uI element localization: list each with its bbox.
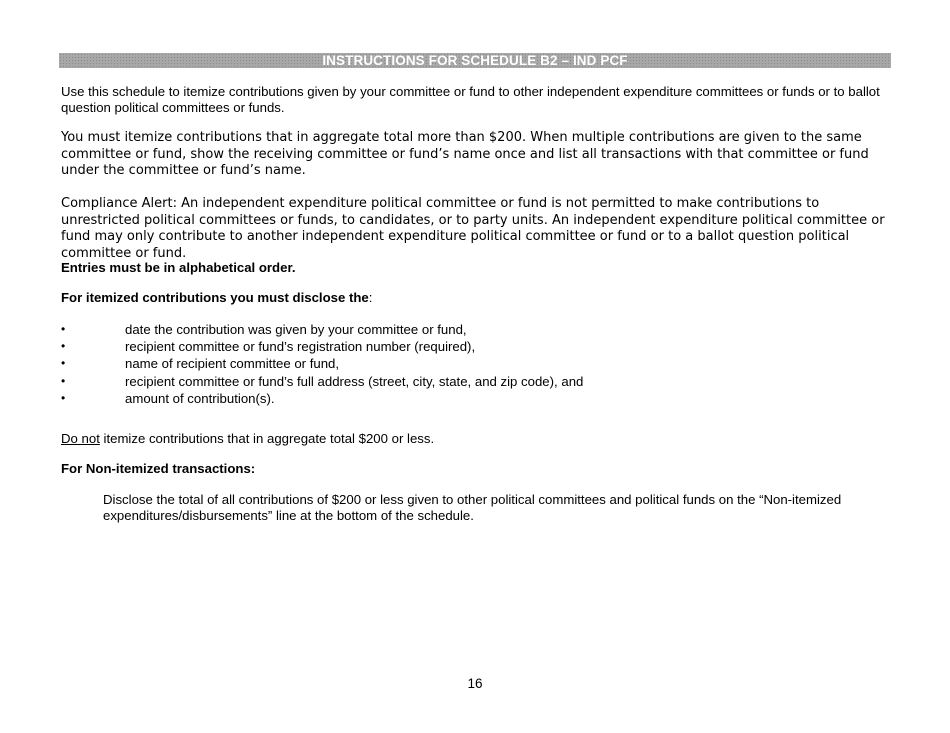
list-item (61, 355, 583, 372)
disclose-heading-text: For itemized contributions you must disclose the (61, 290, 369, 305)
do-not-rest: itemize contributions that in aggregate total $200 or less. (99, 431, 435, 446)
disclosure-list (61, 321, 583, 407)
bullet-icon: • (61, 373, 66, 388)
list-item-text: recipient committee or fund’s full address (street, city, state, and zip code), and (125, 373, 584, 389)
list-item (61, 373, 583, 390)
page-title: INSTRUCTIONS FOR SCHEDULE B2 – IND PCF (322, 53, 628, 68)
do-not-underlined: Do not (61, 431, 100, 446)
section-header-bar (59, 53, 891, 68)
non-itemized-heading: For Non-itemized transactions: (61, 461, 256, 476)
itemize-rule-paragraph: You must itemize contributions that in aggregate total more than $200. When multiple contributions are given to the same committee or fund, show the receiving committee or fund’s name once and list all transactions with that committee or fund under the committee or fund’s name. (61, 130, 869, 178)
list-item-text: name of recipient committee or fund, (125, 356, 340, 372)
bullet-icon: • (61, 339, 66, 354)
bullet-icon: • (61, 322, 66, 336)
disclose-heading-colon: : (368, 290, 373, 305)
intro-paragraph: Use this schedule to itemize contributions given by your committee or fund to other independent expenditure committees or funds or to ballot question political committees or funds. (61, 84, 880, 115)
bullet-icon: • (61, 390, 66, 405)
non-itemized-paragraph: Disclose the total of all contributions of $200 or less given to other political committees and political funds on the “Non-itemized expenditures/disbursements” line at the bottom of the schedule. (103, 492, 842, 523)
list-item (61, 390, 583, 407)
page-number: 16 (467, 676, 483, 691)
list-item-text: date the contribution was given by your committee or fund, (125, 322, 467, 337)
do-not-itemize-note (61, 431, 881, 447)
list-item (61, 338, 583, 355)
compliance-alert-paragraph: Compliance Alert: An independent expenditure political committee or fund is not permitted to make contributions to unrestricted political committees or funds, to candidates, or to party units. An independent expenditure political committee or fund may only contribute to another independent expenditure political committee or fund or to a ballot question political committee or fund. (61, 196, 885, 261)
list-item-text: amount of contribution(s). (125, 390, 275, 406)
bullet-icon: • (61, 356, 66, 371)
list-item-text: recipient committee or fund’s registration number (required), (125, 339, 476, 355)
alphabetical-order-note: Entries must be in alphabetical order. (61, 260, 296, 275)
list-item (61, 321, 583, 338)
disclose-heading (61, 290, 881, 306)
